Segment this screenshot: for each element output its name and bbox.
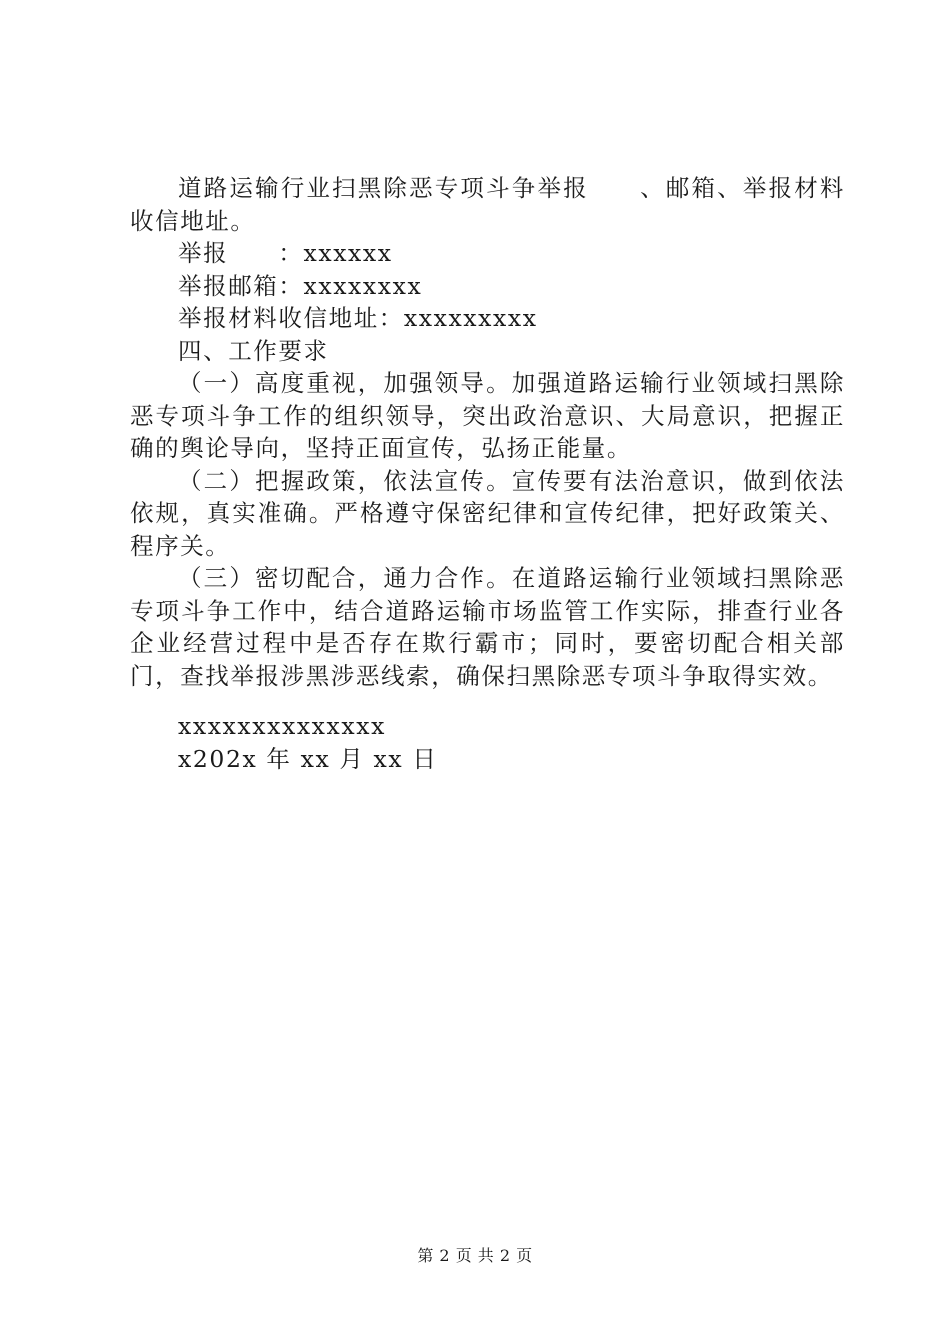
section-heading: 四、工作要求 xyxy=(178,336,329,365)
requirement-3-paragraph: （三）密切配合，通力合作。在道路运输行业领域扫黑除恶专项斗争工作中，结合道路运输市场监管工作实际，排查行业各企业经营过程中是否存在欺行霸市；同时，要密切配合相关部门，查找举报涉黑涉恶线索，确保扫黑除恶专项斗争取得实效。 xyxy=(130,564,845,690)
spacer xyxy=(130,692,845,710)
report-address-line: 举报材料收信地址：xxxxxxxxx xyxy=(178,304,538,332)
requirement-2-paragraph: （二）把握政策，依法宣传。宣传要有法治意识，做到依法依规，真实准确。严格遵守保密纪律和宣传纪律，把好政策关、程序关。 xyxy=(130,466,845,560)
report-phone-line: 举报 ：xxxxxx xyxy=(178,239,393,267)
document-body xyxy=(130,172,845,775)
signature-line: xxxxxxxxxxxxxx xyxy=(178,712,386,740)
report-email-line: 举报邮箱：xxxxxxxx xyxy=(178,271,423,300)
requirement-1-paragraph: （一）高度重视，加强领导。加强道路运输行业领域扫黑除恶专项斗争工作的组织领导，突出政治意识、大局意识，把握正确的舆论导向，坚持正面宣传，弘扬正能量。 xyxy=(130,369,845,462)
page-footer: 第 2 页 共 2 页 xyxy=(417,1246,533,1265)
date-line: x202x 年 xx 月 xx 日 xyxy=(178,744,438,773)
reporting-intro-paragraph: 道路运输行业扫黑除恶专项斗争举报 、邮箱、举报材料收信地址。 xyxy=(130,174,845,235)
